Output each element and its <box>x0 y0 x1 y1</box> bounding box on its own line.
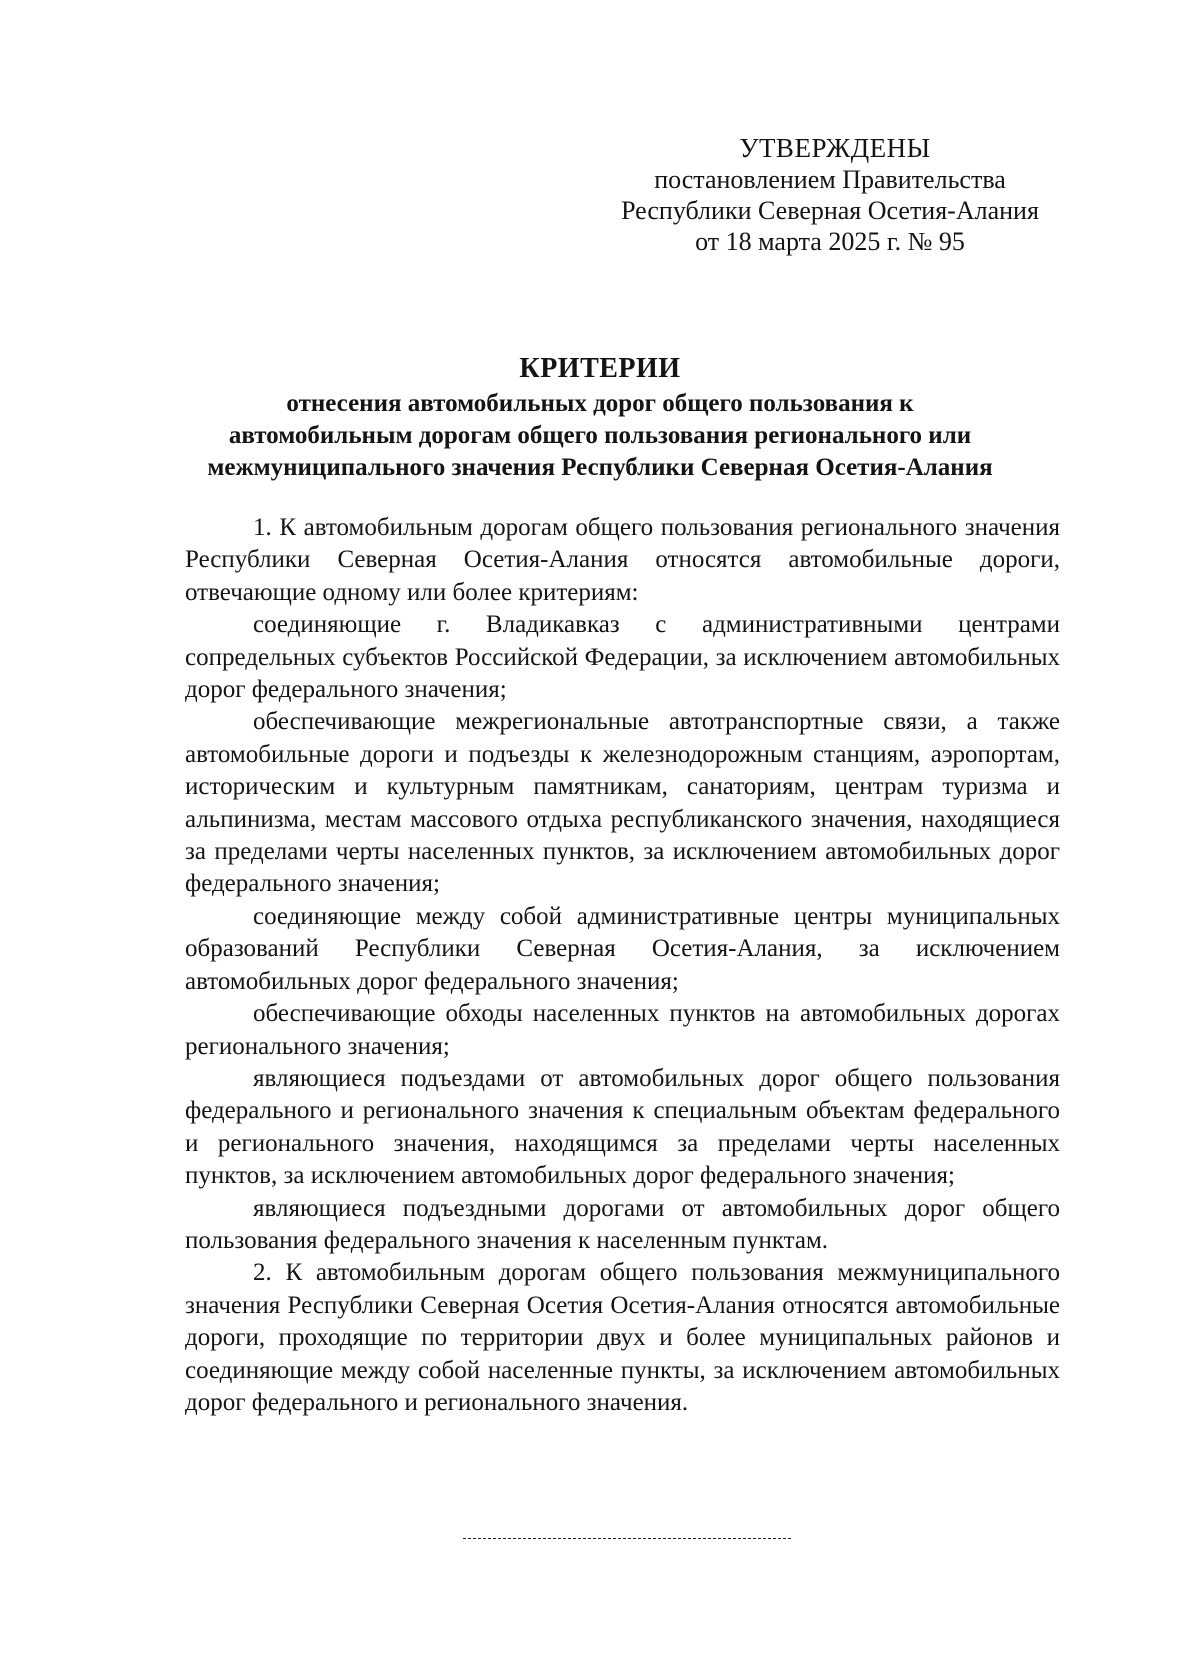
paragraph-criteria-intermunicipal: 2. К автомобильным дорогам общего пользования межмуниципального значения Республики Северная Осетия Осетия-Алания относятся автомобильные дороги, проходящие по территории двух и более муниципальных районов и соединяющие между собой населенные пункты, за исключением автомобильных дорог федерального и регионального значения. <box>185 1259 1060 1416</box>
paragraph-criterion: обеспечивающие обходы населенных пунктов на автомобильных дорогах регионального значения; <box>185 1000 1060 1060</box>
paragraph-criteria-regional: 1. К автомобильным дорогам общего пользования регионального значения Республики Северная Осетия-Алания относятся автомобильные дороги, отвечающие одному или более критериям: <box>185 514 1060 606</box>
paragraph-criterion: являющиеся подъездными дорогами от автомобильных дорог общего пользования федерального значения к населенным пунктам. <box>185 1194 1060 1254</box>
subtitle-line: автомобильным дорогам общего пользования регионального или <box>228 422 972 449</box>
paragraph-criterion: обеспечивающие межрегиональные автотранспортные связи, а также автомобильные дороги и подъезды к железнодорожным станциям, аэропортам, историческим и культурным памятникам, санаториям, центрам туризма и альпинизма, местам массового отдыха республиканского значения, находящиеся за пределами черты населенных пунктов, за исключением автомобильных дорог федерального значения; <box>185 708 1060 898</box>
document-body <box>185 512 1060 1419</box>
document-heading <box>120 350 1080 484</box>
approval-line-republic: Республики Северная Осетия-Алания <box>621 196 1039 225</box>
approval-block <box>600 133 1060 257</box>
document-title: КРИТЕРИИ <box>519 353 681 384</box>
paragraph-criterion: являющиеся подъездами от автомобильных дорог общего пользования федерального и регионального значения к специальным объектам федерального и регионального значения, находящимся за пределами черты населенных пунктов, за исключением автомобильных дорог федерального значения; <box>185 1064 1060 1190</box>
approval-line-date-number: от 18 марта 2025 г. № 95 <box>695 227 965 256</box>
document-subtitle <box>120 388 1080 484</box>
approval-stamp: УТВЕРЖДЕНЫ <box>739 133 931 163</box>
end-of-document-rule <box>463 1538 791 1539</box>
paragraph-criterion: соединяющие между собой административные центры муниципальных образований Республики Северная Осетия-Алания, за исключением автомобильных дорог федерального значения; <box>185 902 1060 995</box>
approval-line-decree: постановлением Правительства <box>654 165 1006 194</box>
subtitle-line: межмуниципального значения Республики Северная Осетия-Алания <box>207 454 993 481</box>
paragraph-criterion: соединяющие г. Владикавказ с административными центрами сопредельных субъектов Российской Федерации, за исключением автомобильных дорог федерального значения; <box>185 611 1060 704</box>
subtitle-line: отнесения автомобильных дорог общего пользования к <box>286 390 914 417</box>
